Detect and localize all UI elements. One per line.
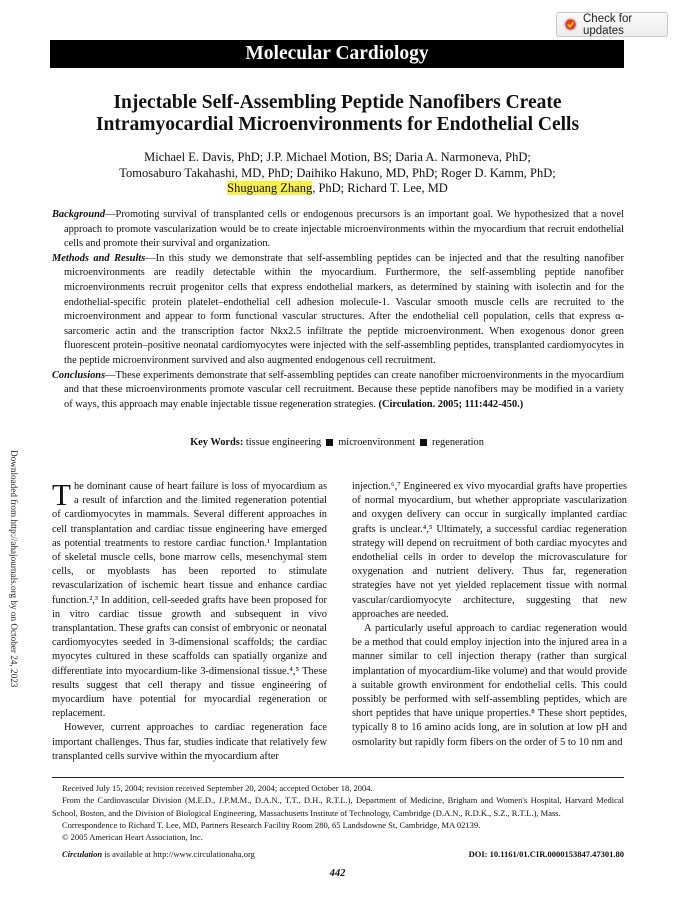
highlighted-author[interactable]: Shuguang Zhang (227, 181, 313, 195)
footnote-divider (52, 777, 624, 778)
abstract-methods (52, 252, 624, 369)
footnote-received: Received July 15, 2004; revision received September 20, 2004; accepted October 18, 2004. (62, 783, 373, 793)
authors-line-2: Tomosaburo Takahashi, MD, PhD; Daihiko Hakuno, MD, PhD; Roger D. Kamm, PhD; (119, 165, 556, 180)
keyword: tissue engineering (245, 437, 322, 448)
conclusions-label: Conclusions (52, 369, 106, 381)
footnotes (52, 782, 624, 843)
body-paragraph: A particularly useful approach to cardiac regeneration would be a method that could employ injection into the injured area in a manner similar to cell injection therapy (rather than surgical implantation of myocardium-like volume) and that would provide a suitable growth environment for endothelial cells. This could possibly be performed with self-assembling peptides, which are short peptides that have unique properties.⁸ These short peptides, typically 8 to 16 amino acids long, are in solution at low pH and osmolarity but rapidly form fibers on the order of 5 to 10 nm and (352, 623, 627, 748)
abstract-background (52, 208, 624, 252)
body-paragraph: However, current approaches to cardiac regeneration face important challenges. Thus far, studies indicate that relatively few transplanted cells survive within the myocardium after (52, 722, 327, 762)
abstract-conclusions (52, 369, 624, 413)
author-list (30, 150, 645, 197)
body-column-1 (52, 477, 327, 764)
journal-name: Circulation (62, 849, 103, 859)
download-sidebar-note: Downloaded from http://ahajournals.org by on October 24, 2023 (9, 450, 19, 688)
keyword: regeneration (431, 437, 484, 448)
journal-footer (62, 849, 624, 862)
title-line-1: Injectable Self-Assembling Peptide Nanofibers Create (113, 92, 562, 113)
journal-availability (62, 849, 255, 862)
page-number: 442 (329, 868, 346, 879)
journal-url-text[interactable]: is available at http://www.circulationaha.org (102, 849, 255, 859)
square-bullet-icon (420, 439, 427, 446)
authors-line-1: Michael E. Davis, PhD; J.P. Michael Motion, BS; Daria A. Narmoneva, PhD; (144, 150, 531, 164)
check-for-updates-label: Check for updates (583, 12, 633, 37)
footnote-correspondence: Correspondence to Richard T. Lee, MD, Partners Research Facility Room 280, 65 Landsdowne St, Cambridge, MA 02139. (62, 819, 481, 830)
doi: DOI: 10.1161/01.CIR.0000153847.47301.80 (468, 849, 624, 859)
article-title (30, 92, 645, 136)
body-paragraph: injection.⁶,⁷ Engineered ex vivo myocardial grafts have properties of normal myocardium, but whether appropriate vascularization and oxygen delivery can occur in surgically implanted cardiac grafts is unclear.⁴,⁵ Ultimately, a successful cardiac regeneration strategy will depend on recruitment of both cardiac myocytes and endothelial cells in order to develop the microvasculature for oxygenation and nutrient delivery. Thus far, regeneration strategies have not yet yielded replacement tissue with normal vascular/cardiomyocyte architecture, suggesting that new approaches are needed. (352, 481, 627, 620)
background-label: Background (52, 209, 106, 220)
citation: (Circulation. 2005; 111:442-450.) (378, 398, 524, 410)
methods-label: Methods and Results (52, 252, 146, 264)
body-paragraph (52, 477, 327, 721)
square-bullet-icon (326, 439, 333, 446)
authors-line-3-rest: , PhD; Richard T. Lee, MD (312, 181, 448, 195)
authors-line-3 (30, 181, 645, 197)
keywords (50, 437, 624, 448)
footnote-copyright: © 2005 American Heart Association, Inc. (62, 832, 203, 843)
footnote-affiliation: From the Cardiovascular Division (M.E.D., J.P.M.M., D.A.N., T.T., D.H., R.T.L.), Department of Medicine, Brigham and Women's Hospital, Harvard Medical School, Boston, and the Division of Biological Engineering, Massachusetts Institute of Technology, Cambridge (D.A.N., R.D.K., S.Z., R.T.L.), Mass. (52, 795, 624, 818)
keyword: microenvironment (338, 437, 415, 448)
paragraph-text: he dominant cause of heart failure is loss of myocardium as a result of infarction and the limited regeneration potential of cardiomyocytes in mammals. Several different approaches in cell transplantation and cardiac tissue engineering have emerged as potential treatments to restore cardiac function.¹ Implantation of skeletal muscle cells, bone marrow cells, mesenchymal stem cells, or myoblasts has been reported to stimulate revascularization of ischemic heart tissue and enhance cardiac function.²,³ In addition, cell-seeded grafts have been proposed for in vitro cardiac tissue growth and subsequent in vivo transplantation. These grafts can consist of embryonic or neonatal cardiomyocytes seeded in 3-dimensional scaffolds; the cardiac myocytes cultured in these scaffolds can spatially organize and differentiate into myocardium-like 3-dimensional tissue.⁴,⁵ These results suggest that cell therapy and tissue engineering of myocardium have potential for myocardial regeneration or replacement. (52, 481, 327, 720)
methods-text: —In this study we demonstrate that self-assembling peptides can be injected and that the resulting nanofiber microenvironments are readily detectable within the myocardium. Furthermore, the self-assembling peptide nanofiber microenvironments recruit progenitor cells that express endothelial markers, as determined by staining with isolectin and for the endothelial-specific protein platelet–endothelial cell adhesion molecule-1. Vascular smooth muscle cells are recruited to the microenvironment and appear to form functional vascular structures. After the endothelial cell population, cells that express α-sarcomeric actin and the transcription factor Nkx2.5 infiltrate the peptide microenvironment. When exogenous donor green fluorescent protein–positive neonatal cardiomyocytes were injected with the self-assembling peptides, transplanted cardiomyocytes in the peptide microenvironment survived and also augmented endogenous cell recruitment. (64, 252, 624, 366)
section-banner: Molecular Cardiology (50, 40, 624, 68)
abstract (52, 208, 624, 412)
title-line-2: Intramyocardial Microenvironments for Endothelial Cells (95, 114, 580, 135)
check-for-updates-button[interactable] (556, 12, 668, 37)
crossmark-icon (563, 17, 578, 32)
conclusions-text: —These experiments demonstrate that self-assembling peptides can create nanofiber microenvironments in the myocardium and that these microenvironments promote vascular cell recruitment. Because these peptide nanofibers may be modified in a variety of ways, this approach may enable injectable tissue regeneration strategies. (64, 369, 624, 410)
background-text: —Promoting survival of transplanted cells or endogenous precursors is an important goal. We hypothesized that a novel approach to promote vascularization would be to create injectable microenvironments within the myocardium that recruit endothelial cells and promote their survival and organization. (64, 209, 624, 250)
keywords-label: Key Words: (190, 437, 244, 448)
body-column-2 (352, 480, 627, 750)
drop-cap: T (52, 477, 71, 512)
